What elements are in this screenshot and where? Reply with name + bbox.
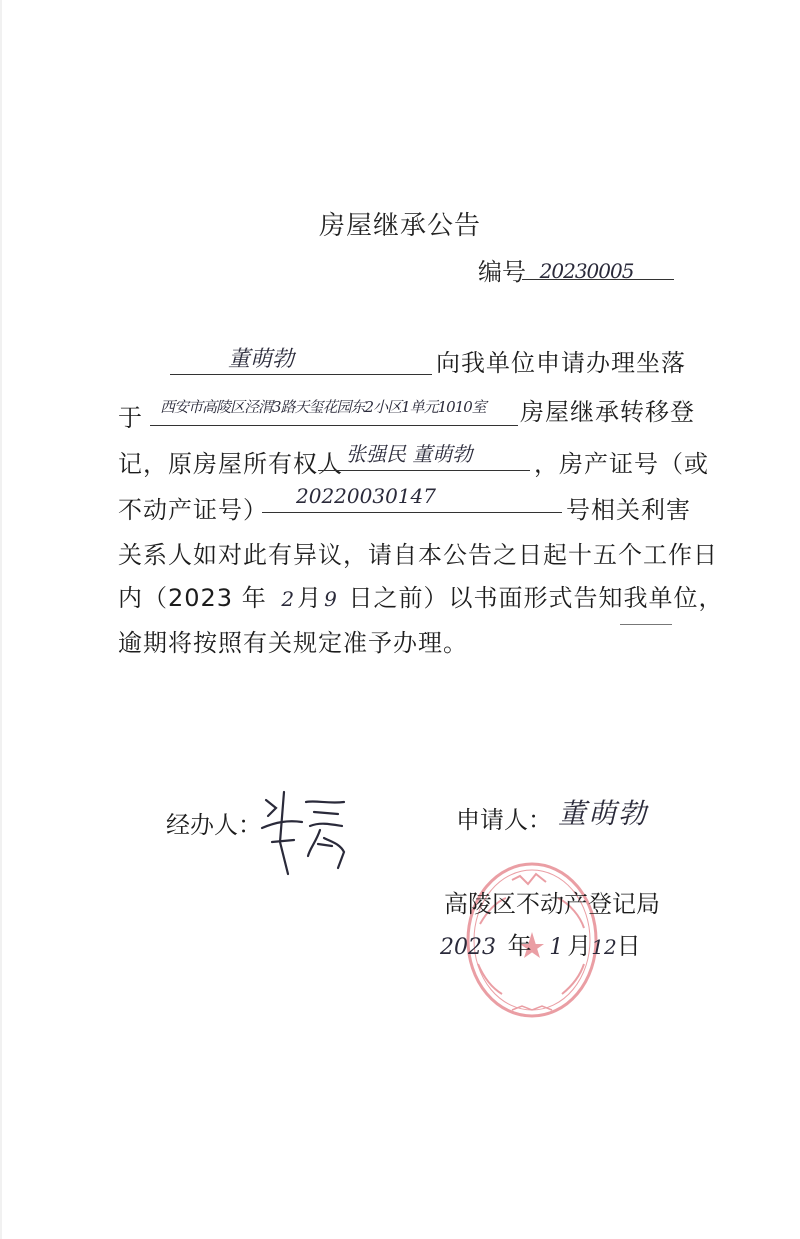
- deadline-prefix: 内（2023 年: [118, 584, 267, 612]
- applicant-label: 申请人：: [456, 806, 552, 834]
- serial-underline: [522, 279, 674, 280]
- issue-day-label: 日: [616, 932, 641, 960]
- handler-signature: [258, 782, 358, 878]
- paragraph-line-3-tail: ，房产证号（或: [534, 450, 709, 478]
- deadline-month-handwritten: 2: [281, 587, 296, 611]
- issue-month-label: 月: [567, 932, 592, 960]
- paragraph-line-4-tail: 号相关利害: [566, 496, 691, 524]
- applicant-signature-handwritten: 董萌勃: [558, 797, 649, 830]
- paragraph-line-5: 关系人如对此有异议，请自本公告之日起十五个工作日: [118, 541, 718, 569]
- address-handwritten: 西安市高陵区泾渭3路天玺花园东2小区1单元1010室: [160, 398, 486, 416]
- owners-underline: [318, 470, 530, 471]
- issue-year-handwritten: 2023: [440, 935, 496, 960]
- paragraph-line-1-tail: 向我单位申请办理坐落: [436, 349, 686, 377]
- serial-label: 编号: [478, 258, 526, 286]
- handler-label: 经办人：: [166, 811, 262, 839]
- paragraph-line-3-head: 记，原房屋所有权人: [118, 450, 343, 478]
- serial-number-row: [478, 252, 634, 287]
- applicant-underline: [170, 374, 432, 375]
- serial-value-handwritten: 20230005: [539, 259, 634, 283]
- paragraph-line-6: [118, 578, 723, 613]
- deadline-suffix: 日之前）以书面形式告知我单位，: [348, 584, 724, 612]
- agency-name: 高陵区不动产登记局: [444, 890, 660, 918]
- original-owners-handwritten: 张强民 董萌勃: [346, 442, 473, 466]
- paragraph-line-7: 逾期将按照有关规定准予办理。: [118, 629, 468, 657]
- applicant-name-handwritten: 董萌勃: [228, 347, 295, 372]
- deadline-day-handwritten: 9: [324, 587, 338, 611]
- stray-pen-mark: [620, 624, 672, 625]
- deadline-month-label: 月: [297, 584, 323, 612]
- issue-date-row: [440, 926, 641, 961]
- paragraph-line-2-head: 于: [118, 404, 143, 432]
- notice-title: 房屋继承公告: [318, 211, 481, 241]
- certificate-number-handwritten: 20220030147: [296, 484, 436, 508]
- address-underline: [150, 425, 518, 426]
- issue-year-label: 年: [507, 932, 532, 960]
- issue-day-handwritten: 12: [591, 935, 617, 959]
- paragraph-line-4-head: 不动产证号）: [118, 496, 268, 524]
- paragraph-line-2-tail: 房屋继承转移登: [520, 398, 695, 426]
- certificate-underline: [262, 512, 562, 513]
- issue-month-handwritten: 1: [549, 935, 564, 960]
